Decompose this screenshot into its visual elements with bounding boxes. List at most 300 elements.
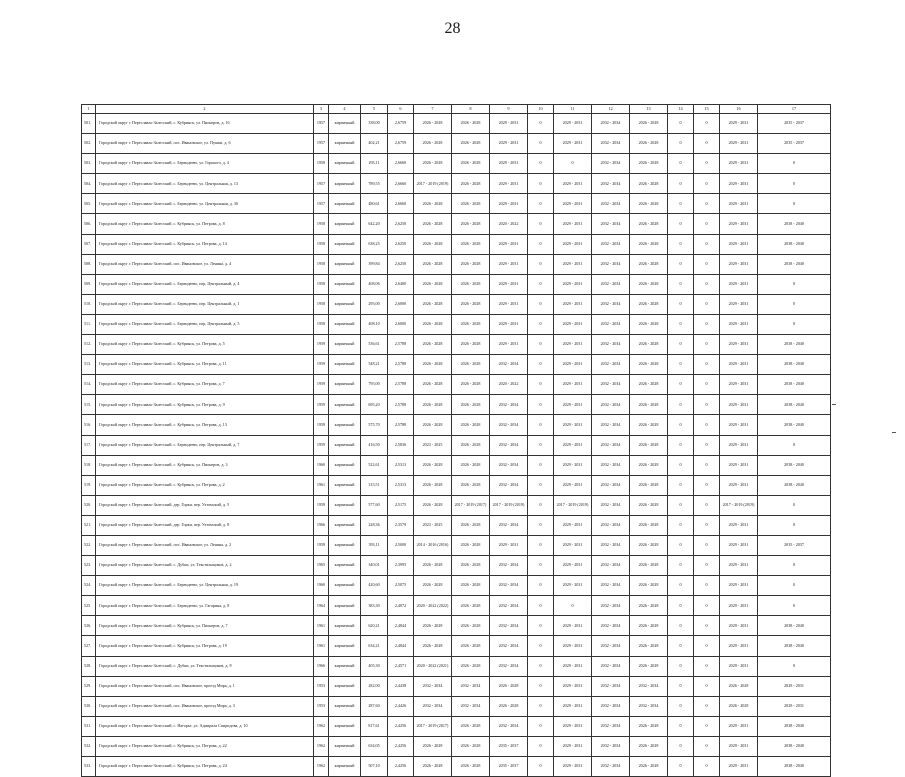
table-cell: кирпичный [329, 395, 361, 415]
table-cell: 2026 - 2028 [630, 616, 668, 636]
table-cell: кирпичный [329, 314, 361, 334]
row-number: 506. [82, 214, 96, 234]
table-cell: 2029 - 2031 [490, 114, 528, 134]
table-cell: 2029 - 2031 [720, 415, 758, 435]
table-cell: 0 [758, 515, 831, 535]
table-cell: 0 [528, 134, 554, 154]
table-row [82, 757, 831, 777]
table-cell: 2032 - 2034 [414, 676, 452, 696]
table-cell: 416,50 [361, 435, 388, 455]
table-cell: 0 [668, 194, 694, 214]
address-cell: Городской округ г. Переславль-Залесский, с. Берендеево, ул. Центральная, д. 36 [96, 194, 314, 214]
table-cell: 2026 - 2028 [452, 596, 490, 616]
table-cell: 0 [694, 294, 720, 314]
row-number: 526. [82, 616, 96, 636]
table-cell: 0 [694, 174, 720, 194]
row-number: 532. [82, 736, 96, 756]
table-cell: 2029 - 2031 [720, 355, 758, 375]
table-cell: 0 [694, 576, 720, 596]
table-cell: 0 [668, 174, 694, 194]
table-cell: 1960 [314, 455, 329, 475]
table-cell: 383,30 [361, 596, 388, 616]
table-cell: кирпичный [329, 736, 361, 756]
table-cell: 0 [528, 314, 554, 334]
table-cell: 2032 - 2034 [592, 214, 630, 234]
column-header: 17 [758, 105, 831, 114]
table-cell: кирпичный [329, 114, 361, 134]
table-cell: 1953 [314, 676, 329, 696]
address-cell: Городской округ г. Переславль-Залесский, пос. Ивановское, проезд Мира, д. 1 [96, 676, 314, 696]
table-cell: 2026 - 2028 [414, 335, 452, 355]
table-cell: 2026 - 2028 [414, 455, 452, 475]
table-row [82, 576, 831, 596]
table-cell: 2032 - 2034 [490, 515, 528, 535]
table-cell: 0 [668, 576, 694, 596]
row-number: 519. [82, 475, 96, 495]
table-cell: 2026 - 2028 [452, 757, 490, 777]
table-cell: 0 [694, 676, 720, 696]
table-cell: 0 [528, 234, 554, 254]
table-cell: 2029 - 2031 [554, 114, 592, 134]
row-number: 525. [82, 596, 96, 616]
table-cell: 0 [694, 636, 720, 656]
table-cell: 2032 - 2034 [490, 616, 528, 636]
table-cell: 2026 - 2028 [720, 696, 758, 716]
row-number: 507. [82, 234, 96, 254]
table-cell: 0 [694, 415, 720, 435]
table-cell: кирпичный [329, 535, 361, 555]
table-cell: 2035 - 2037 [758, 535, 831, 555]
table-cell: 0 [694, 596, 720, 616]
table-cell: 2029 - 2031 [720, 294, 758, 314]
table-cell: 2029 - 2031 [490, 535, 528, 555]
table-cell: 2029 - 2031 [490, 154, 528, 174]
table-cell: 1962 [314, 716, 329, 736]
table-cell: 0 [694, 716, 720, 736]
table-cell: 2029 - 2031 [554, 556, 592, 576]
table-cell: 2026 - 2028 [452, 234, 490, 254]
table-cell: 2026 - 2028 [414, 736, 452, 756]
table-cell: кирпичный [329, 576, 361, 596]
table-cell: 1959 [314, 495, 329, 515]
table-cell: 0 [528, 636, 554, 656]
table-cell: 1960 [314, 576, 329, 596]
table-cell: 0 [528, 535, 554, 555]
table-cell: 638,25 [361, 234, 388, 254]
table-cell: 0 [528, 174, 554, 194]
table-cell: 0 [668, 214, 694, 234]
table-cell: 0 [668, 515, 694, 535]
table-cell: 1957 [314, 114, 329, 134]
table-cell: 2026 - 2028 [630, 656, 668, 676]
table-row [82, 696, 831, 716]
address-cell: Городской округ г. Переславль-Залесский, пос. Ивановское, ул. Ленина, д. 4 [96, 254, 314, 274]
row-number: 517. [82, 435, 96, 455]
table-cell: 0 [668, 596, 694, 616]
table-cell: 2026 - 2028 [490, 676, 528, 696]
table-cell: 2029 - 2031 [554, 736, 592, 756]
table-cell: 2032 - 2034 [452, 676, 490, 696]
table-cell: 2038 - 2040 [758, 757, 831, 777]
row-number: 521. [82, 515, 96, 535]
table-cell: кирпичный [329, 596, 361, 616]
table-cell: 507,10 [361, 757, 388, 777]
table-cell: кирпичный [329, 556, 361, 576]
table-cell: 1958 [314, 254, 329, 274]
table-cell: 0 [528, 274, 554, 294]
table-cell: 2032 - 2034 [592, 314, 630, 334]
table-cell: 420,60 [361, 576, 388, 596]
table-row [82, 395, 831, 415]
margin-mark [832, 404, 836, 405]
table-cell: 282,00 [361, 676, 388, 696]
table-cell: 0 [758, 576, 831, 596]
table-cell: 2026 - 2028 [630, 154, 668, 174]
table-cell: 2029 - 2031 [554, 335, 592, 355]
table-cell: 2032 - 2034 [592, 656, 630, 676]
table-cell: 2029 - 2031 [554, 134, 592, 154]
table-cell: 2,4844 [388, 616, 414, 636]
table-cell: 2029 - 2031 [490, 194, 528, 214]
table-cell: 1961 [314, 475, 329, 495]
table-cell: 2,6660 [388, 174, 414, 194]
table-cell: 0 [758, 596, 831, 616]
table-row [82, 535, 831, 555]
table-cell: 2032 - 2034 [490, 556, 528, 576]
table-row [82, 515, 831, 535]
table-cell: 0 [528, 616, 554, 636]
table-cell: 2026 - 2028 [630, 736, 668, 756]
table-cell: 0 [528, 495, 554, 515]
address-cell: Городской округ г. Переславль-Залесский, с. Берендеево, ул. Горького, д. 4 [96, 154, 314, 174]
table-cell: 0 [694, 395, 720, 415]
table-cell: 0 [668, 556, 694, 576]
row-number: 516. [82, 415, 96, 435]
table-row [82, 415, 831, 435]
table-cell: 2032 - 2034 [490, 395, 528, 415]
table-cell: 2,4844 [388, 636, 414, 656]
table-cell: кирпичный [329, 335, 361, 355]
table-cell: 0 [668, 114, 694, 134]
table-cell: 1959 [314, 355, 329, 375]
table-cell: 0 [694, 736, 720, 756]
table-cell: 1961 [314, 636, 329, 656]
table-cell: 2029 - 2031 [554, 455, 592, 475]
table-cell: 0 [528, 757, 554, 777]
table-cell: 2020 - 2022 [490, 375, 528, 395]
table-cell: 2017 - 2019 (2019) [490, 495, 528, 515]
table-cell: 2038 - 2040 [758, 254, 831, 274]
table-cell: 2029 - 2031 [720, 455, 758, 475]
row-number: 529. [82, 676, 96, 696]
table-cell: 2029 - 2031 [554, 395, 592, 415]
table-cell: 2032 - 2034 [592, 716, 630, 736]
table-cell: 2026 - 2028 [630, 535, 668, 555]
table-cell: 1962 [314, 757, 329, 777]
table-cell: 0 [528, 395, 554, 415]
table-row [82, 475, 831, 495]
table-cell: 0 [758, 314, 831, 334]
table-cell: 0 [758, 274, 831, 294]
table-cell: 2038 - 2040 [758, 214, 831, 234]
table-cell: кирпичный [329, 415, 361, 435]
column-header: 13 [630, 105, 668, 114]
table-cell: 0 [758, 154, 831, 174]
table-cell: 2,6250 [388, 254, 414, 274]
address-cell: Городской округ г. Переславль-Залесский, с. Берендеево, пер. Центральный, д. 1 [96, 294, 314, 314]
table-cell: 1958 [314, 154, 329, 174]
table-cell: 1957 [314, 194, 329, 214]
table-cell: 2038 - 2040 [758, 415, 831, 435]
table-cell: 2032 - 2034 [592, 274, 630, 294]
table-cell: 2032 - 2034 [592, 515, 630, 535]
table-cell: 0 [694, 194, 720, 214]
table-row [82, 194, 831, 214]
table-cell: 522,61 [361, 455, 388, 475]
table-cell: 0 [528, 254, 554, 274]
table-cell: 1958 [314, 294, 329, 314]
address-cell: Городской округ г. Переславль-Залесский, с. Кубринск, ул. Петрова, д. 14 [96, 234, 314, 254]
table-cell: 2017 - 2019 (2019) [720, 495, 758, 515]
table-cell: 2,4426 [388, 696, 414, 716]
table-cell: 2029 - 2031 [720, 736, 758, 756]
table-cell: 2032 - 2034 [592, 535, 630, 555]
table-cell: 2032 - 2034 [592, 114, 630, 134]
table-cell: 2026 - 2028 [630, 435, 668, 455]
table-cell: 2026 - 2028 [414, 556, 452, 576]
table-cell: 2029 - 2031 [720, 375, 758, 395]
table-cell: 2026 - 2028 [414, 475, 452, 495]
table-cell: 2032 - 2034 [592, 294, 630, 314]
table-cell: 2029 - 2031 [720, 114, 758, 134]
table-cell: 2032 - 2034 [592, 395, 630, 415]
table-cell: 0 [668, 475, 694, 495]
table-cell: 2,4072 [388, 596, 414, 616]
column-header: 8 [452, 105, 490, 114]
table-row [82, 676, 831, 696]
table-cell: 0 [694, 515, 720, 535]
table-cell: 1958 [314, 314, 329, 334]
table-cell: 2026 - 2028 [452, 314, 490, 334]
address-cell: Городской округ г. Переславль-Залесский, с. Берендеево, пер. Центральный, д. 5 [96, 314, 314, 334]
table-cell: 0 [528, 455, 554, 475]
address-cell: Городской округ г. Переславль-Залесский, с. Кубринск, ул. Пионеров, д. 3 [96, 455, 314, 475]
table-cell: 2026 - 2028 [630, 596, 668, 616]
table-cell: 2029 - 2031 [720, 395, 758, 415]
table-row [82, 495, 831, 515]
column-header: 9 [490, 105, 528, 114]
table-cell: 2,6400 [388, 274, 414, 294]
table-cell: 2026 - 2028 [630, 375, 668, 395]
table-cell: 2032 - 2034 [490, 716, 528, 736]
table-cell: 0 [668, 355, 694, 375]
table-cell: 2026 - 2028 [630, 415, 668, 435]
table-cell: 2026 - 2028 [414, 576, 452, 596]
row-number: 501. [82, 114, 96, 134]
table-cell: 2029 - 2031 [720, 154, 758, 174]
table-cell: 2,5788 [388, 335, 414, 355]
table-cell: 2026 - 2028 [630, 314, 668, 334]
table-cell: 2029 - 2031 [554, 676, 592, 696]
table-cell: 2026 - 2028 [630, 254, 668, 274]
table-cell: 1957 [314, 134, 329, 154]
table-cell: 0 [694, 495, 720, 515]
table-cell: 2,3995 [388, 556, 414, 576]
table-cell: 2026 - 2028 [452, 214, 490, 234]
housing-register-table [81, 104, 831, 777]
row-number: 505. [82, 194, 96, 214]
table-cell: 1966 [314, 515, 329, 535]
table-cell: 2026 - 2028 [630, 134, 668, 154]
table-cell: 2026 - 2028 [490, 696, 528, 716]
table-cell: 2026 - 2028 [452, 375, 490, 395]
column-header: 4 [329, 105, 361, 114]
row-number: 527. [82, 636, 96, 656]
table-cell: 2029 - 2031 [490, 134, 528, 154]
table-cell: 2,6250 [388, 214, 414, 234]
table-cell: 2023 - 2025 [414, 435, 452, 455]
table-cell: 2026 - 2028 [630, 636, 668, 656]
address-cell: Городской округ г. Переславль-Залесский, пос. Ивановское, ул. Ленина, д. 2 [96, 535, 314, 555]
table-cell: 2026 - 2028 [452, 335, 490, 355]
table-cell: 1959 [314, 535, 329, 555]
table-cell: 0 [694, 435, 720, 455]
table-cell: кирпичный [329, 274, 361, 294]
table-row [82, 134, 831, 154]
table-cell: 2017 - 2019 (2019) [554, 495, 592, 515]
table-cell: 2029 - 2031 [554, 535, 592, 555]
row-number: 511. [82, 314, 96, 334]
table-cell: 2026 - 2028 [452, 114, 490, 134]
table-row [82, 234, 831, 254]
table-row [82, 716, 831, 736]
table-cell: 2029 - 2031 [720, 636, 758, 656]
table-cell: 577,60 [361, 495, 388, 515]
table-cell: 2026 - 2028 [452, 154, 490, 174]
table-cell: 2026 - 2028 [414, 194, 452, 214]
table-cell: 0 [694, 535, 720, 555]
table-cell: 795,00 [361, 375, 388, 395]
table-cell: 2,6000 [388, 294, 414, 314]
table-cell: 2,6759 [388, 114, 414, 134]
table-cell: 2029 - 2031 [554, 515, 592, 535]
row-number: 502. [82, 134, 96, 154]
table-cell: 405,30 [361, 656, 388, 676]
table-cell: 2032 - 2034 [592, 455, 630, 475]
table-cell: 0 [528, 355, 554, 375]
row-number: 515. [82, 395, 96, 415]
row-number: 509. [82, 274, 96, 294]
table-cell: 0 [528, 194, 554, 214]
table-cell: кирпичный [329, 254, 361, 274]
table-cell: 2029 - 2031 [758, 696, 831, 716]
table-cell: кирпичный [329, 234, 361, 254]
table-cell: 2032 - 2034 [630, 676, 668, 696]
table-cell: 2026 - 2028 [452, 556, 490, 576]
table-cell: 2026 - 2028 [452, 656, 490, 676]
table-cell: 2029 - 2031 [554, 636, 592, 656]
table-cell: 2032 - 2034 [592, 234, 630, 254]
table-cell: 0 [758, 495, 831, 515]
table-cell: 2038 - 2040 [758, 335, 831, 355]
table-cell: 2026 - 2028 [452, 435, 490, 455]
table-cell: 2032 - 2034 [490, 475, 528, 495]
table-cell: 2026 - 2028 [414, 294, 452, 314]
table-cell: 2026 - 2028 [630, 114, 668, 134]
table-cell: 1958 [314, 214, 329, 234]
table-cell: 295,00 [361, 294, 388, 314]
table-cell: 2,6000 [388, 314, 414, 334]
table-cell: 1953 [314, 696, 329, 716]
table-cell: 0 [528, 415, 554, 435]
column-header: 2 [96, 105, 314, 114]
table-cell: 1959 [314, 435, 329, 455]
table-cell: 2026 - 2028 [452, 395, 490, 415]
table-cell: 2026 - 2028 [630, 556, 668, 576]
table-cell: 2038 - 2040 [758, 375, 831, 395]
table-cell: 340,01 [361, 556, 388, 576]
table-cell: 0 [694, 254, 720, 274]
table-cell: 0 [668, 757, 694, 777]
table-cell: 0 [528, 435, 554, 455]
table-cell: 2026 - 2028 [452, 134, 490, 154]
table-cell: 2029 - 2031 [720, 716, 758, 736]
table-cell: 0 [694, 656, 720, 676]
table-cell: 2032 - 2034 [490, 355, 528, 375]
table-cell: 2,4256 [388, 716, 414, 736]
table-cell: 0 [668, 495, 694, 515]
table-cell: кирпичный [329, 656, 361, 676]
table-row [82, 355, 831, 375]
address-cell: Городской округ г. Переславль-Залесский, с. Кубринск, ул. Петрова, д. 13 [96, 415, 314, 435]
table-cell: 2032 - 2034 [592, 174, 630, 194]
table-cell: 2026 - 2028 [452, 194, 490, 214]
table-cell: 2029 - 2031 [554, 435, 592, 455]
row-number: 530. [82, 696, 96, 716]
table-cell: кирпичный [329, 495, 361, 515]
table-cell: 2032 - 2034 [592, 194, 630, 214]
table-cell: кирпичный [329, 375, 361, 395]
table-cell: 480,61 [361, 194, 388, 214]
table-cell: кирпичный [329, 475, 361, 495]
column-header: 15 [694, 105, 720, 114]
table-cell: 2032 - 2034 [592, 415, 630, 435]
table-cell: 2029 - 2031 [720, 254, 758, 274]
table-cell: 2032 - 2034 [490, 455, 528, 475]
table-cell: 2026 - 2028 [414, 415, 452, 435]
table-cell: 2029 - 2031 [490, 234, 528, 254]
row-number: 528. [82, 656, 96, 676]
table-cell: 1958 [314, 234, 329, 254]
table-cell: 2029 - 2031 [554, 757, 592, 777]
table-cell: 2026 - 2028 [414, 355, 452, 375]
table-cell: 0 [668, 415, 694, 435]
row-number: 513. [82, 355, 96, 375]
table-cell: 2029 - 2031 [490, 335, 528, 355]
table-cell: 2038 - 2040 [758, 234, 831, 254]
table-cell: 0 [694, 114, 720, 134]
table-cell: 2032 - 2034 [490, 596, 528, 616]
address-cell: Городской округ г. Переславль-Залесский, с. Кубринск, ул. Петрова, д. 9 [96, 395, 314, 415]
table-cell: 2,4256 [388, 757, 414, 777]
table-cell: 2026 - 2028 [414, 214, 452, 234]
table-cell: 0 [694, 475, 720, 495]
table-cell: 2026 - 2028 [630, 757, 668, 777]
address-cell: Городской округ г. Переславль-Залесский, дер. Горки, пер. Ухтомский, д. 5 [96, 495, 314, 515]
table-cell: 2017 - 2019 (2017) [414, 716, 452, 736]
table-cell: 2029 - 2031 [554, 355, 592, 375]
table-cell: 2026 - 2028 [630, 576, 668, 596]
